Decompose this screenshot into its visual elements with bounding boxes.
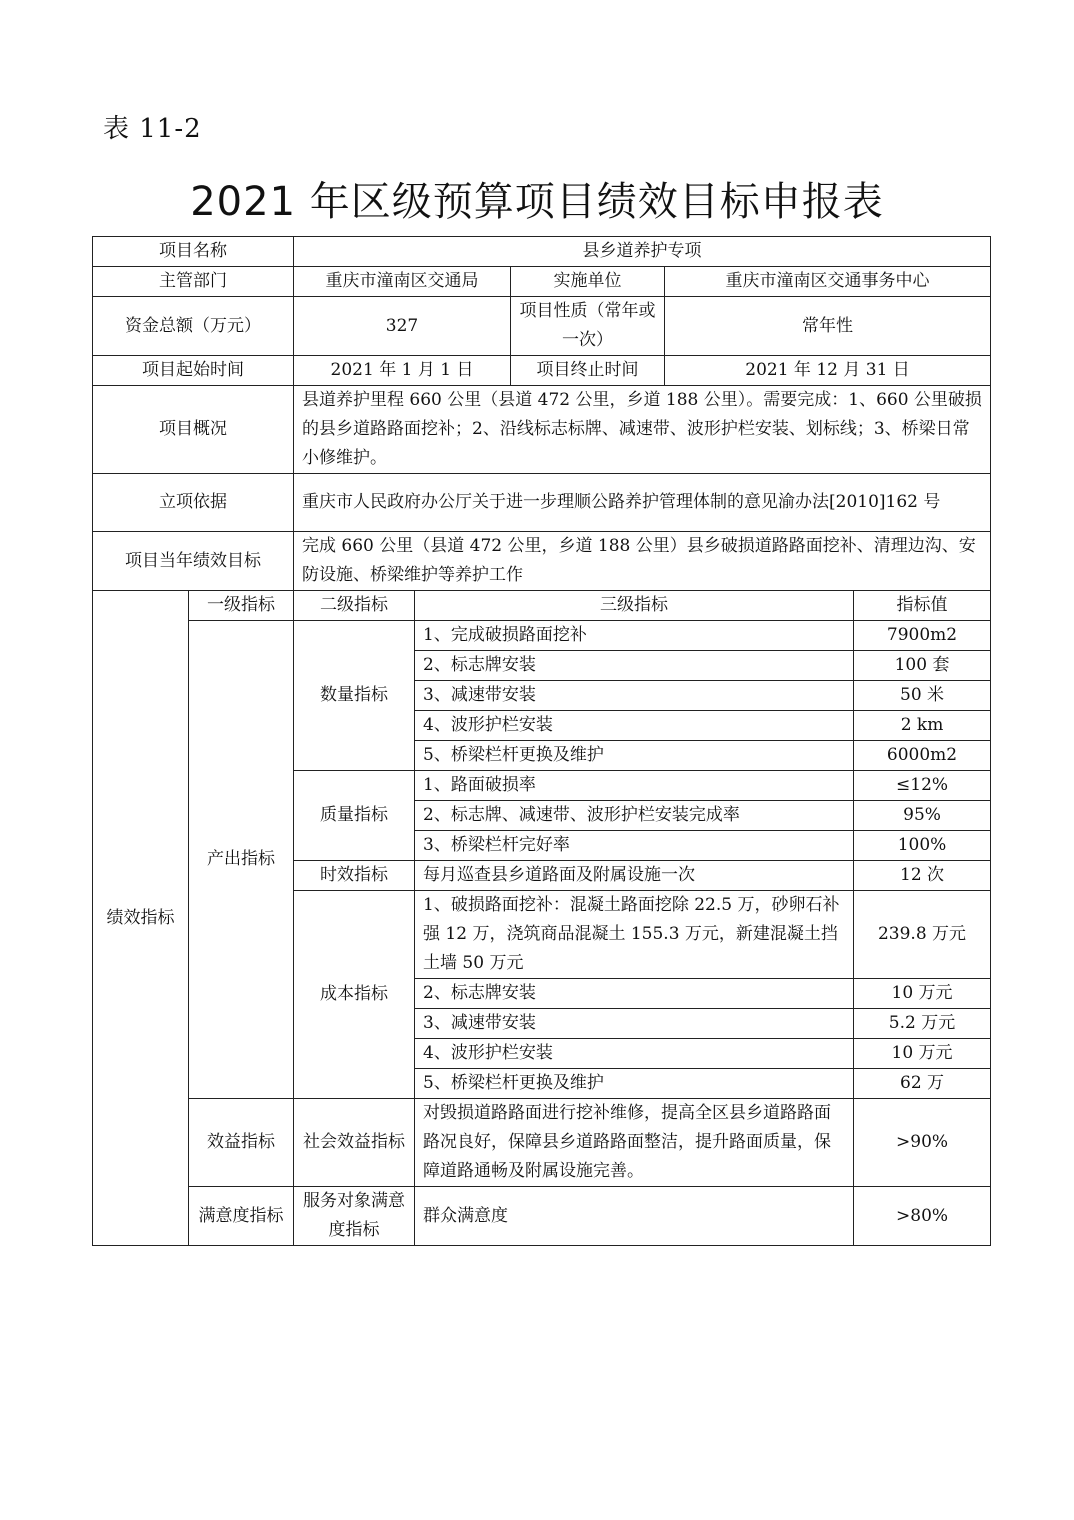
goal-label: 项目当年绩效目标 <box>93 532 294 591</box>
fund-value: 327 <box>294 297 511 356</box>
perf-section-label: 绩效指标 <box>93 591 189 1246</box>
quality-label: 质量指标 <box>294 771 415 861</box>
table-row <box>93 591 991 621</box>
table-row <box>93 532 991 591</box>
dept-label: 主管部门 <box>93 267 294 297</box>
table-row <box>93 386 991 474</box>
table-row <box>93 297 991 356</box>
cost-label: 成本指标 <box>294 891 415 1099</box>
impl-label: 实施单位 <box>511 267 665 297</box>
name-value: 县乡道养护专项 <box>294 237 991 267</box>
indicator-name: 1、路面破损率 <box>415 771 854 801</box>
output-label: 产出指标 <box>189 621 294 1099</box>
table-row <box>93 1099 991 1187</box>
indicator-value: 2 km <box>854 711 991 741</box>
overview-label: 项目概况 <box>93 386 294 474</box>
table-row <box>93 356 991 386</box>
goal-value: 完成 660 公里（县道 472 公里，乡道 188 公里）县乡破损道路路面挖补、清理边沟、安防设施、桥梁维护等养护工作 <box>294 532 991 591</box>
indicator-name: 3、减速带安装 <box>415 681 854 711</box>
indicator-name: 每月巡查县乡道路面及附属设施一次 <box>415 861 854 891</box>
indicator-value: 6000m2 <box>854 741 991 771</box>
service-label: 服务对象满意度指标 <box>294 1187 415 1246</box>
indicator-value: 95% <box>854 801 991 831</box>
name-label: 项目名称 <box>93 237 294 267</box>
indicator-value: 10 万元 <box>854 979 991 1009</box>
col-level2: 二级指标 <box>294 591 415 621</box>
table-row <box>93 474 991 532</box>
satisfaction-label: 满意度指标 <box>189 1187 294 1246</box>
indicator-name: 4、波形护栏安装 <box>415 711 854 741</box>
quantity-label: 数量指标 <box>294 621 415 771</box>
start-label: 项目起始时间 <box>93 356 294 386</box>
indicator-name: 5、桥梁栏杆更换及维护 <box>415 1069 854 1099</box>
fund-label: 资金总额（万元） <box>93 297 294 356</box>
nature-label: 项目性质（常年或一次） <box>511 297 665 356</box>
indicator-name: 3、桥梁栏杆完好率 <box>415 831 854 861</box>
indicator-name: 1、破损路面挖补：混凝土路面挖除 22.5 万，砂卵石补强 12 万，浇筑商品混凝土 155.3 万元，新建混凝土挡土墙 50 万元 <box>415 891 854 979</box>
nature-value: 常年性 <box>665 297 991 356</box>
social-label: 社会效益指标 <box>294 1099 415 1187</box>
table-row <box>93 1187 991 1246</box>
col-value: 指标值 <box>854 591 991 621</box>
indicator-value: 5.2 万元 <box>854 1009 991 1039</box>
table-row <box>93 267 991 297</box>
dept-value: 重庆市潼南区交通局 <box>294 267 511 297</box>
indicator-value: 100 套 <box>854 651 991 681</box>
end-label: 项目终止时间 <box>511 356 665 386</box>
col-level3: 三级指标 <box>415 591 854 621</box>
indicator-name: 5、桥梁栏杆更换及维护 <box>415 741 854 771</box>
indicator-value: 50 米 <box>854 681 991 711</box>
indicator-value: 239.8 万元 <box>854 891 991 979</box>
indicator-name: 1、完成破损路面挖补 <box>415 621 854 651</box>
indicator-value: 12 次 <box>854 861 991 891</box>
timeliness-label: 时效指标 <box>294 861 415 891</box>
indicator-name: 2、标志牌、减速带、波形护栏安装完成率 <box>415 801 854 831</box>
end-value: 2021 年 12 月 31 日 <box>665 356 991 386</box>
indicator-name: 3、减速带安装 <box>415 1009 854 1039</box>
performance-table <box>92 236 991 1246</box>
overview-value: 县道养护里程 660 公里（县道 472 公里，乡道 188 公里）。需要完成：1、660 公里破损的县乡道路路面挖补；2、沿线标志标牌、减速带、波形护栏安装、划标线；3、桥梁日常小修维护。 <box>294 386 991 474</box>
start-value: 2021 年 1 月 1 日 <box>294 356 511 386</box>
benefit-label: 效益指标 <box>189 1099 294 1187</box>
indicator-value: 7900m2 <box>854 621 991 651</box>
indicator-name: 对毁损道路路面进行挖补维修，提高全区县乡道路路面路况良好，保障县乡道路路面整洁，提升路面质量，保障道路通畅及附属设施完善。 <box>415 1099 854 1187</box>
table-number: 表 11-2 <box>103 114 202 144</box>
basis-value: 重庆市人民政府办公厅关于进一步理顺公路养护管理体制的意见渝办法[2010]162 号 <box>294 474 991 532</box>
indicator-value: 62 万 <box>854 1069 991 1099</box>
indicator-value: >90% <box>854 1099 991 1187</box>
indicator-name: 2、标志牌安装 <box>415 651 854 681</box>
indicator-value: 100% <box>854 831 991 861</box>
impl-value: 重庆市潼南区交通事务中心 <box>665 267 991 297</box>
table-row <box>93 237 991 267</box>
indicator-value: >80% <box>854 1187 991 1246</box>
indicator-name: 2、标志牌安装 <box>415 979 854 1009</box>
indicator-value: ≤12% <box>854 771 991 801</box>
indicator-value: 10 万元 <box>854 1039 991 1069</box>
page-title: 2021 年区级预算项目绩效目标申报表 <box>190 179 884 225</box>
col-level1: 一级指标 <box>189 591 294 621</box>
indicator-name: 4、波形护栏安装 <box>415 1039 854 1069</box>
indicator-name: 群众满意度 <box>415 1187 854 1246</box>
basis-label: 立项依据 <box>93 474 294 532</box>
table-row <box>93 621 991 651</box>
